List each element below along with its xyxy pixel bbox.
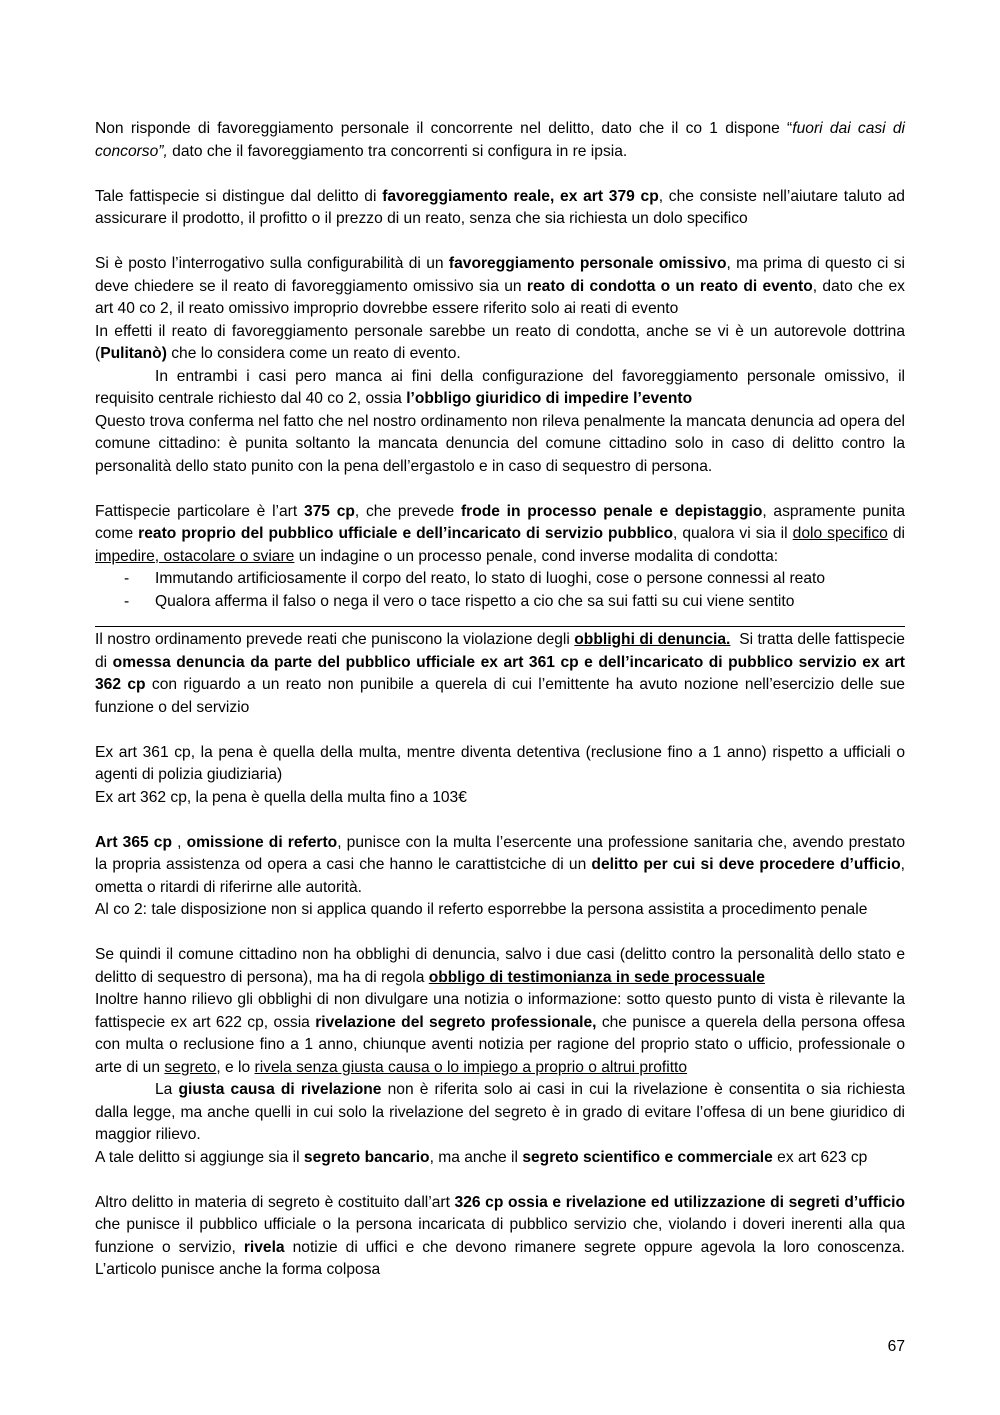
- condotta-list: [95, 568, 905, 613]
- text-run: di: [887, 525, 906, 542]
- text-run: , che consiste nell’aiutare taluto ad assicurare il prodotto, il profitto o il prezzo di un reato, senza che sia richiesta un dolo specifico: [95, 187, 905, 227]
- text-run: , ma anche il: [429, 1148, 523, 1166]
- text-run: notizie di uffici e che devono rimanere segrete oppure agevola la loro conoscenza. L’articolo punisce anche la forma colposa: [95, 1238, 905, 1278]
- bold-term: Pulitanò): [100, 345, 167, 362]
- bold-term: favoreggiamento personale omissivo: [448, 255, 727, 272]
- page-number: 67: [887, 1338, 905, 1355]
- paragraph-art-361: Ex art 361 cp, la pena è quella della multa, mentre diventa detentiva (reclusione fino a 1 anno) rispetto a ufficiali o agenti di polizia giudiziaria): [95, 743, 905, 783]
- paragraph-obbligo-giuridico: [95, 366, 905, 411]
- paragraph-art-362: Ex art 362 cp, la pena è quella della multa fino a 103€: [95, 788, 467, 806]
- paragraph-art-326: [95, 1192, 905, 1282]
- bold-term: Art 365 cp: [95, 833, 172, 851]
- paragraph-art-365: [95, 832, 905, 900]
- bold-term: segreto scientifico e commerciale: [522, 1148, 773, 1166]
- bold-term: favoreggiamento reale, ex art 379 cp: [382, 187, 659, 205]
- text-run: dato che il favoreggiamento tra concorrenti si configura in re ipsia.: [167, 142, 628, 160]
- bold-underlined-term: obblighi di denuncia.: [574, 631, 731, 648]
- bold-underlined-term: obbligo di testimonianza in sede processuale: [428, 968, 765, 986]
- bold-term: 326 cp ossia e rivelazione ed utilizzazione di segreti d’ufficio: [454, 1193, 905, 1211]
- bold-term: l’obbligo giuridico di impedire l’evento: [406, 390, 693, 407]
- underlined-term: segreto: [164, 1058, 217, 1076]
- paragraph-co-2: Al co 2: tale disposizione non si applica quando il referto esporrebbe la persona assistita a procedimento penale: [95, 901, 868, 918]
- bold-term: rivelazione del segreto professionale,: [315, 1013, 597, 1031]
- text-run: Si tratta delle fattispecie di: [95, 631, 910, 671]
- bold-term: reato proprio del pubblico ufficiale e dell’incaricato di servizio pubblico: [138, 525, 674, 542]
- paragraph-art-622: [95, 989, 905, 1079]
- list-item-text: Immutando artificiosamente il corpo del reato, lo stato di luoghi, cose o persone connessi al reato: [155, 570, 826, 587]
- document-body: [95, 118, 910, 1282]
- dash-bullet: -: [124, 570, 130, 587]
- underlined-term: rivela senza giusta causa o lo impiego a proprio o altrui profitto: [254, 1058, 688, 1076]
- paragraph-concorso: [95, 118, 905, 163]
- dash-bullet: -: [124, 592, 130, 610]
- bold-term: delitto per cui si deve procedere d’ufficio: [591, 856, 901, 873]
- text-run: , ometta o ritardi di riferirne alle autorità.: [95, 856, 905, 896]
- text-run: ,: [171, 833, 187, 851]
- text-run: che lo considera come un reato di evento.: [166, 345, 461, 362]
- text-run: , che prevede: [354, 502, 461, 520]
- paragraph-mancata-denuncia: Questo trova conferma nel fatto che nel nostro ordinamento non rileva penalmente la mancata denuncia ad opera del comune cittadino: è punita soltanto la mancata denuncia del comune cittadino solo in caso di delitto contro la personalità dello stato punito con la pena dell’ergastolo e in caso di sequestro di persona.: [95, 412, 905, 475]
- text-run: , qualora vi sia il: [673, 525, 793, 542]
- paragraph-giusta-causa: [95, 1079, 905, 1147]
- horizontal-divider: [95, 626, 905, 627]
- text-run: che punisce a querela della persona offesa con multa o reclusione fino a 1 anno, chiunque aventi notizia per ragione del proprio stato o ufficio, professionale o arte di un: [95, 1013, 906, 1076]
- text-run: , punisce con la multa l’esercente una professione sanitaria che, avendo prestato la propria assistenza od opera a casi che hanno le carattistciche di un: [95, 833, 905, 873]
- text-run: Altro delitto in materia di segreto è costituito dall’art: [95, 1193, 455, 1211]
- text-run: non è riferita solo ai casi in cui la rivelazione è consentita o sia richiesta dalla legge, ma anche quelli in cui solo la rivelazione del segreto è in grado di evitare l’offesa di un bene giuridico di maggior rilievo.: [95, 1081, 906, 1143]
- list-item-text: Qualora afferma il falso o nega il vero o tace rispetto a cio che sa sui fatti su cui viene sentito: [155, 592, 795, 610]
- text-run: un indagine o un processo penale, cond inverse modalita di condotta:: [294, 547, 779, 565]
- text-run: che punisce il pubblico ufficiale o la persona incaricata di pubblico servizio che, violando i doveri inerenti alla qua funzione o servizio,: [95, 1216, 905, 1256]
- underlined-term: impedire, ostacolare o sviare: [95, 547, 295, 565]
- text-run: Inoltre hanno rilievo gli obblighi di non divulgare una notizia o informazione: sotto questo punto di vista è rilevante la fattispecie ex art 622 cp, ossia: [95, 991, 905, 1031]
- text-run: La: [155, 1081, 179, 1098]
- bold-term: giusta causa di rivelazione: [178, 1081, 382, 1098]
- bold-term: reato di condotta o un reato di evento: [526, 277, 813, 295]
- bold-term: 375 cp: [303, 502, 355, 520]
- italic-quote: fuori dai casi di concorso”,: [95, 120, 906, 160]
- text-run: , dato che ex art 40 co 2, il reato omissivo improprio dovrebbe essere riferito solo ai reati di evento: [95, 277, 905, 317]
- text-run: Il nostro ordinamento prevede reati che puniscono la violazione degli: [95, 631, 575, 648]
- paragraph-art-375: [95, 501, 905, 569]
- bold-term: frode in processo penale e depistaggio: [460, 502, 763, 520]
- text-run: In entrambi i casi pero manca ai fini della configurazione del favoreggiamento personale omissivo, il requisito centrale richiesto dal 40 co 2, ossia: [95, 367, 905, 407]
- text-run: , aspramente punita come: [95, 502, 905, 542]
- bold-term: rivela: [243, 1238, 285, 1256]
- text-run: In effetti il reato di favoreggiamento personale sarebbe un reato di condotta, anche se vi è un autorevole dottrina (: [95, 322, 905, 362]
- text-run: con riguardo a un reato non punibile a querela di cui l’emittente ha avuto nozione nell’esercizio delle sue funzione o del servizio: [95, 676, 905, 716]
- list-item: [95, 591, 905, 614]
- paragraph-testimonianza: [95, 944, 905, 989]
- list-item: [95, 568, 905, 591]
- paragraph-favoreggiamento-reale: [95, 186, 905, 231]
- paragraph-omissivo: [95, 253, 905, 321]
- text-run: , e lo: [216, 1058, 255, 1076]
- text-run: Se quindi il comune cittadino non ha obblighi di denuncia, salvo i due casi (delitto contro la personalità dello stato e delitto di sequestro di persona), ma ha di regola: [95, 946, 905, 986]
- bold-term: omissione di referto: [186, 833, 338, 851]
- bold-term: omessa denuncia da parte del pubblico ufficiale ex art 361 cp e dell’incaricato di pubblico servizio ex art 362 cp: [95, 653, 905, 693]
- text-run: Fattispecie particolare è l’art: [95, 502, 304, 520]
- text-run: , ma prima di questo ci si deve chiedere se il reato di favoreggiamento omissivo sia un: [95, 255, 905, 295]
- text-run: Si è posto l’interrogativo sulla configurabilità di un: [95, 255, 449, 272]
- paragraph-obblighi-denuncia: [95, 629, 910, 719]
- text-run: ex art 623 cp: [772, 1148, 868, 1166]
- bold-term: segreto bancario: [303, 1148, 430, 1166]
- underlined-term: dolo specifico: [792, 525, 888, 542]
- paragraph-reato-condotta: [95, 321, 905, 366]
- paragraph-art-623: [95, 1147, 905, 1170]
- text-run: Non risponde di favoreggiamento personale il concorrente nel delitto, dato che il co 1 dispone “: [95, 120, 793, 137]
- text-run: A tale delitto si aggiunge sia il: [95, 1148, 304, 1166]
- text-run: Tale fattispecie si distingue dal delitto di: [95, 187, 383, 205]
